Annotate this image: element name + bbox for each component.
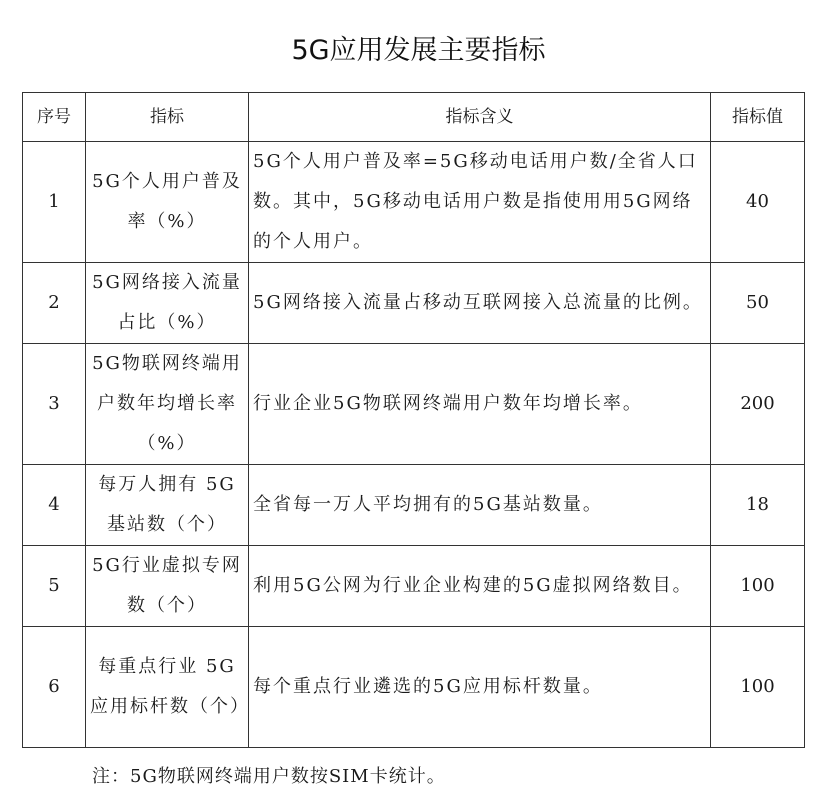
row-indicator-value: 18 xyxy=(711,465,805,546)
row-serial-number: 5 xyxy=(23,546,86,627)
row-indicator-name: 5G个人用户普及率（%） xyxy=(86,142,249,263)
row-serial-number: 2 xyxy=(23,263,86,344)
table-row xyxy=(23,627,805,748)
row-indicator-name: 每万人拥有 5G基站数（个） xyxy=(86,465,249,546)
row-serial-number: 1 xyxy=(23,142,86,263)
row-indicator-definition: 利用5G公网为行业企业构建的5G虚拟网络数目。 xyxy=(249,546,711,627)
row-indicator-value: 40 xyxy=(711,142,805,263)
row-indicator-name: 每重点行业 5G应用标杆数（个） xyxy=(86,627,249,748)
row-serial-number: 4 xyxy=(23,465,86,546)
table-row xyxy=(23,263,805,344)
indicator-table xyxy=(22,92,805,748)
row-indicator-definition: 全省每一万人平均拥有的5G基站数量。 xyxy=(249,465,711,546)
table-row xyxy=(23,344,805,465)
row-indicator-definition: 每个重点行业遴选的5G应用标杆数量。 xyxy=(249,627,711,748)
table-header-row xyxy=(23,93,805,142)
document-title: 5G应用发展主要指标 xyxy=(291,35,546,66)
row-indicator-definition: 5G个人用户普及率=5G移动电话用户数/全省人口数。其中，5G移动电话用户数是指使用用5G网络的个人用户。 xyxy=(249,142,711,263)
header-indicator-value: 指标值 xyxy=(711,93,805,142)
row-indicator-value: 200 xyxy=(711,344,805,465)
table-row xyxy=(23,465,805,546)
row-indicator-value: 50 xyxy=(711,263,805,344)
header-serial-number: 序号 xyxy=(23,93,86,142)
table-row xyxy=(23,546,805,627)
row-indicator-definition: 行业企业5G物联网终端用户数年均增长率。 xyxy=(249,344,711,465)
header-indicator: 指标 xyxy=(86,93,249,142)
table-row xyxy=(23,142,805,263)
row-serial-number: 3 xyxy=(23,344,86,465)
row-indicator-value: 100 xyxy=(711,627,805,748)
row-indicator-name: 5G行业虚拟专网数（个） xyxy=(86,546,249,627)
row-serial-number: 6 xyxy=(23,627,86,748)
row-indicator-definition: 5G网络接入流量占移动互联网接入总流量的比例。 xyxy=(249,263,711,344)
row-indicator-name: 5G网络接入流量占比（%） xyxy=(86,263,249,344)
footnote: 注：5G物联网终端用户数按SIM卡统计。 xyxy=(92,766,446,787)
row-indicator-value: 100 xyxy=(711,546,805,627)
row-indicator-name: 5G物联网终端用户数年均增长率（%） xyxy=(86,344,249,465)
header-indicator-meaning: 指标含义 xyxy=(249,93,711,142)
